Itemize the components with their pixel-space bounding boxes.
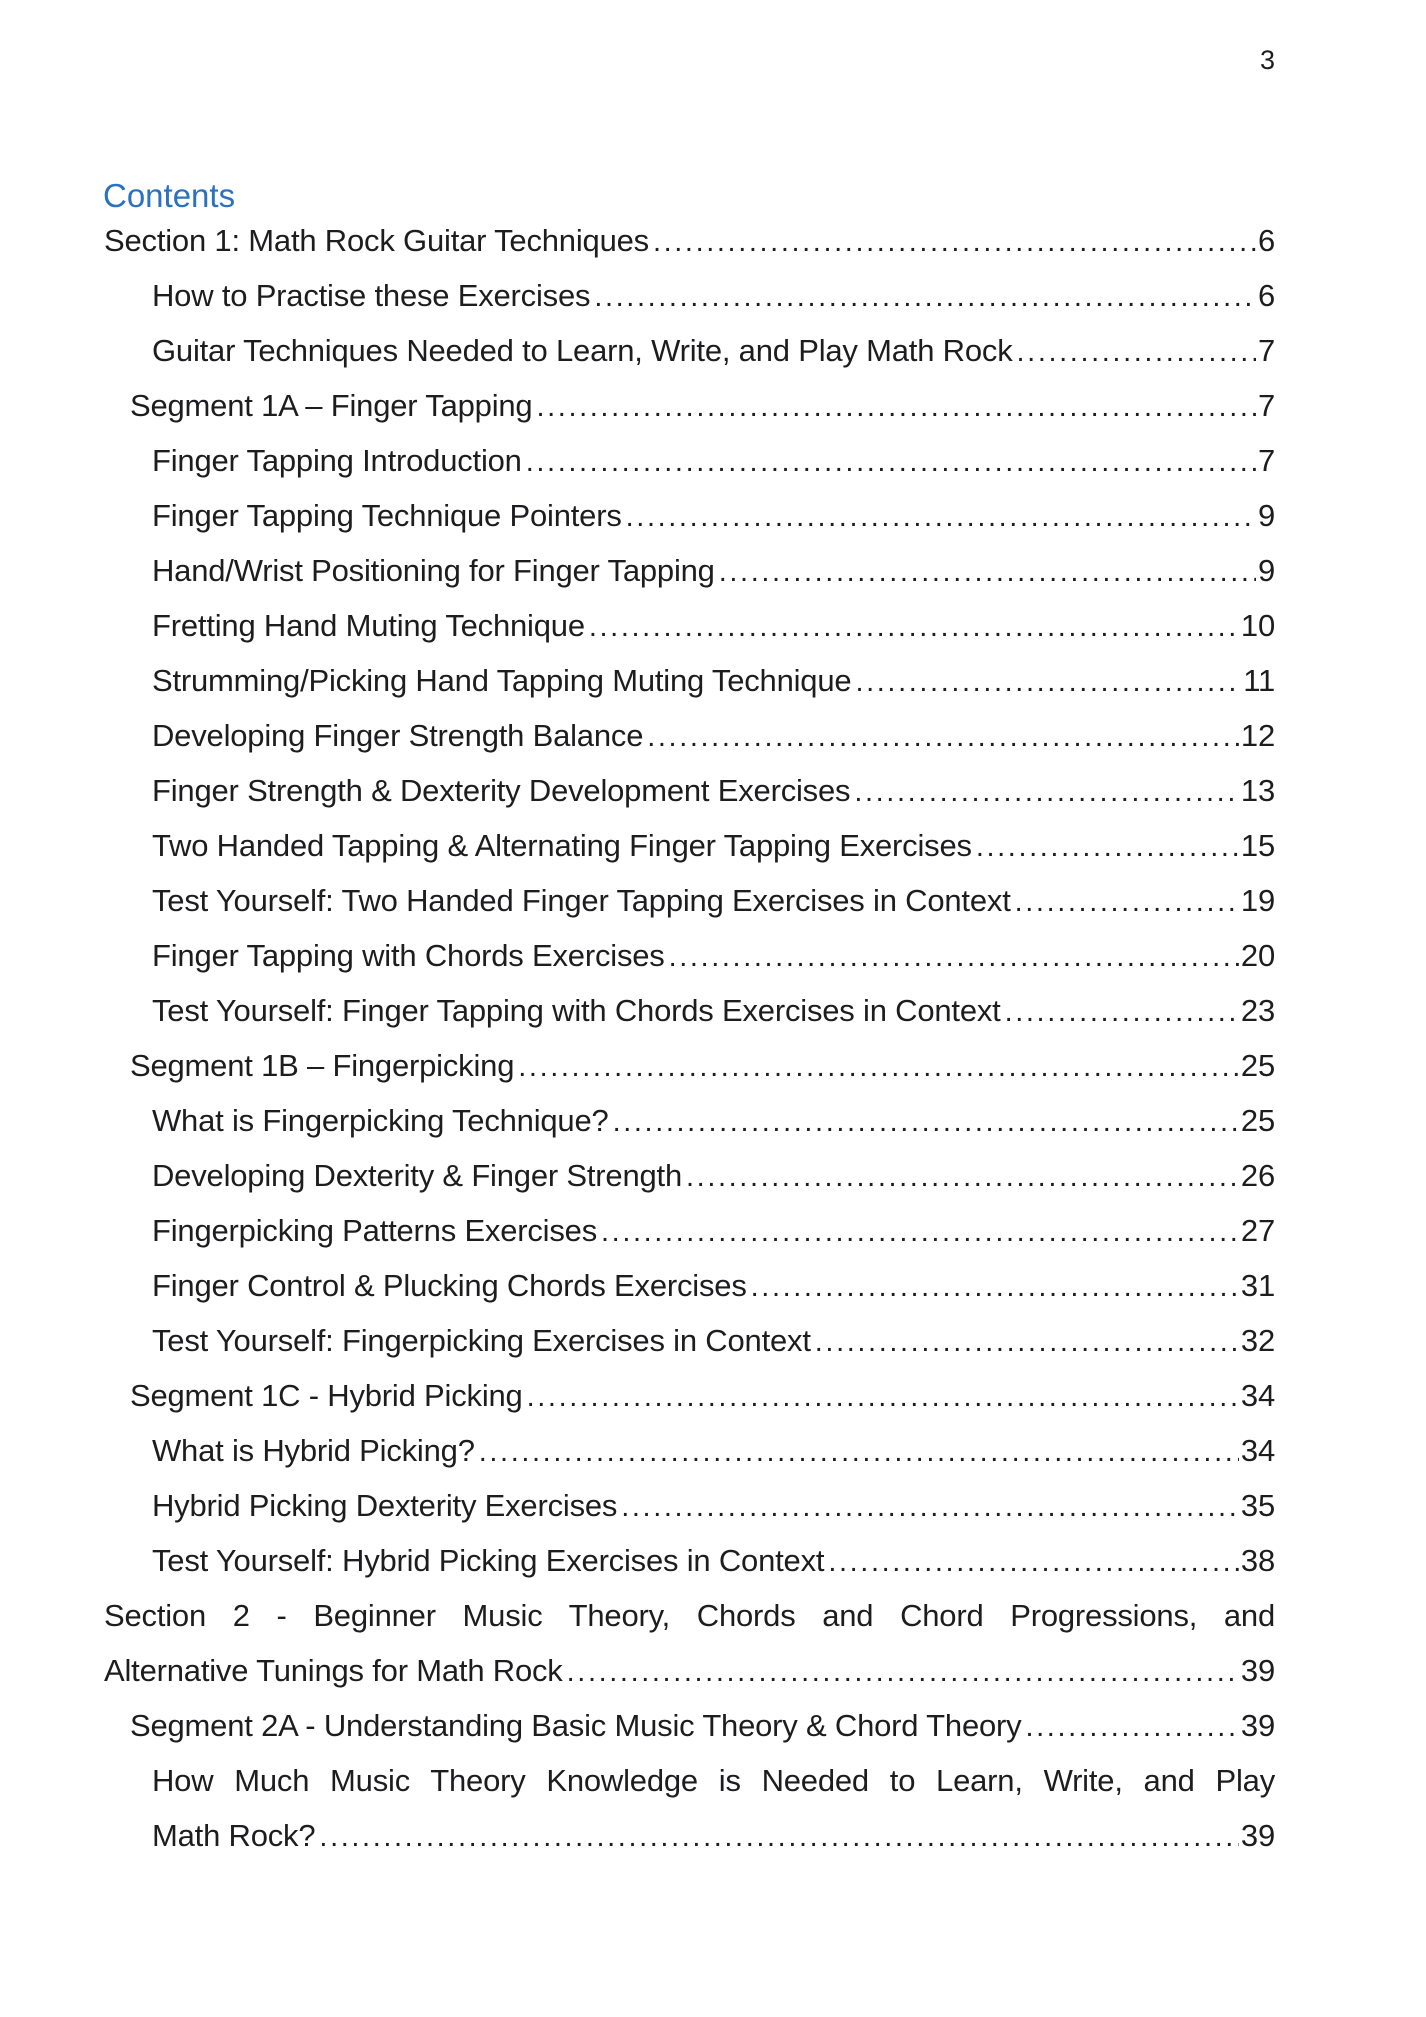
toc-entry-page-number: 11: [1243, 663, 1275, 698]
toc-entry-label: How to Practise these Exercises: [152, 278, 591, 313]
toc-dot-leader: [536, 378, 1255, 435]
toc-dot-leader: [1005, 983, 1239, 1040]
toc-entry-row: [104, 378, 1275, 433]
toc-dot-leader: [613, 1093, 1239, 1150]
toc-dot-leader: [527, 1368, 1239, 1425]
toc-entry-row: [104, 323, 1275, 378]
toc-entry-page-number: 7: [1257, 333, 1275, 368]
toc-entry-page-number: 6: [1257, 223, 1275, 258]
toc-entry-label: Finger Tapping Technique Pointers: [152, 498, 622, 533]
toc-dot-leader: [518, 1038, 1239, 1095]
toc-entry-page-number: 32: [1240, 1323, 1275, 1358]
toc-dot-leader: [621, 1478, 1239, 1535]
toc-entry-page-number: 27: [1240, 1213, 1275, 1248]
toc-entry-row: [104, 653, 1275, 708]
toc-entry[interactable]: [104, 268, 1275, 323]
toc-entry-row: [104, 1808, 1275, 1863]
toc-entry-row: [104, 488, 1275, 543]
toc-entry-label: Test Yourself: Finger Tapping with Chords Exercises in Context: [152, 993, 1001, 1028]
toc-entry-page-number: 20: [1240, 938, 1275, 973]
toc-entry-row: [104, 873, 1275, 928]
toc-entry-page-number: 9: [1257, 553, 1275, 588]
toc-entry[interactable]: [104, 1203, 1275, 1258]
toc-entry-row: [104, 213, 1275, 268]
toc-entry-row: [104, 1478, 1275, 1533]
toc-entry[interactable]: [104, 708, 1275, 763]
toc-dot-leader: [567, 1643, 1239, 1700]
toc-dot-leader: [719, 543, 1256, 600]
toc-dot-leader: [854, 763, 1239, 820]
toc-entry-label: Fretting Hand Muting Technique: [152, 608, 585, 643]
toc-dot-leader: [647, 708, 1239, 765]
toc-entry-label: Finger Control & Plucking Chords Exercises: [152, 1268, 747, 1303]
toc-entry-label: Finger Tapping with Chords Exercises: [152, 938, 665, 973]
toc-entry[interactable]: [104, 488, 1275, 543]
toc-dot-leader: [594, 268, 1256, 325]
toc-entry-label: What is Hybrid Picking?: [152, 1433, 475, 1468]
toc-entry-page-number: 34: [1240, 1433, 1275, 1468]
toc-entry-row: [104, 1313, 1275, 1368]
toc-entry-page-number: 9: [1257, 498, 1275, 533]
toc-dot-leader: [653, 213, 1256, 270]
toc-entry-row: [104, 433, 1275, 488]
toc-entry-row: [104, 1368, 1275, 1423]
toc-entry-page-number: 39: [1240, 1818, 1275, 1853]
contents-heading: Contents: [103, 177, 236, 214]
toc-entry-row: [104, 1038, 1275, 1093]
toc-entry-page-number: 39: [1240, 1653, 1275, 1688]
toc-entry[interactable]: [104, 928, 1275, 983]
toc-entry-page-number: 34: [1240, 1378, 1275, 1413]
toc-entry-label: Test Yourself: Two Handed Finger Tapping Exercises in Context: [152, 883, 1011, 918]
table-of-contents: [104, 213, 1275, 1863]
toc-dot-leader: [976, 818, 1239, 875]
toc-dot-leader: [626, 488, 1256, 545]
toc-entry-row: [104, 1148, 1275, 1203]
toc-entry[interactable]: [104, 1258, 1275, 1313]
toc-dot-leader: [1025, 1698, 1238, 1755]
toc-entry-row: [104, 1533, 1275, 1588]
toc-entry-page-number: 31: [1240, 1268, 1275, 1303]
toc-entry-row: [104, 268, 1275, 323]
toc-entry[interactable]: [104, 1313, 1275, 1368]
toc-entry-label: Segment 2A - Understanding Basic Music Theory & Chord Theory: [130, 1708, 1022, 1743]
toc-entry[interactable]: [104, 653, 1275, 708]
toc-dot-leader: [815, 1313, 1239, 1370]
toc-entry-label: Test Yourself: Hybrid Picking Exercises in Context: [152, 1543, 825, 1578]
toc-entry-page-number: 7: [1257, 443, 1275, 478]
toc-entry-page-number: 19: [1240, 883, 1275, 918]
toc-entry-label: Test Yourself: Fingerpicking Exercises in Context: [152, 1323, 811, 1358]
toc-dot-leader: [319, 1808, 1239, 1865]
toc-entry-row: [104, 598, 1275, 653]
toc-entry-label: Section 1: Math Rock Guitar Techniques: [104, 223, 649, 258]
toc-entry[interactable]: [104, 1478, 1275, 1533]
toc-entry-row: [104, 928, 1275, 983]
toc-entry-page-number: 39: [1240, 1708, 1275, 1743]
toc-entry-page-number: 15: [1240, 828, 1275, 863]
toc-entry-label: Finger Strength & Dexterity Development Exercises: [152, 773, 851, 808]
toc-entry-page-number: 12: [1240, 718, 1275, 753]
toc-entry-page-number: 25: [1240, 1103, 1275, 1138]
toc-entry-label: Segment 1B – Fingerpicking: [130, 1048, 515, 1083]
toc-entry-label: Hand/Wrist Positioning for Finger Tapping: [152, 553, 715, 588]
toc-entry-label: Hybrid Picking Dexterity Exercises: [152, 1488, 618, 1523]
toc-entry[interactable]: [104, 873, 1275, 928]
toc-entry[interactable]: [104, 1753, 1275, 1863]
toc-entry-row: [104, 818, 1275, 873]
toc-dot-leader: [526, 433, 1256, 490]
toc-entry-page-number: 10: [1240, 608, 1275, 643]
toc-entry-label: Finger Tapping Introduction: [152, 443, 522, 478]
toc-entry-label: Developing Finger Strength Balance: [152, 718, 644, 753]
toc-entry[interactable]: [104, 543, 1275, 598]
toc-entry-label: Segment 1C - Hybrid Picking: [130, 1378, 523, 1413]
toc-entry[interactable]: [104, 1093, 1275, 1148]
toc-dot-leader: [1015, 873, 1239, 930]
toc-entry-page-number: 7: [1257, 388, 1275, 423]
toc-entry[interactable]: [104, 818, 1275, 873]
toc-dot-leader: [669, 928, 1239, 985]
toc-entry[interactable]: [104, 378, 1275, 433]
toc-entry-row: [104, 1203, 1275, 1258]
toc-entry-label: Two Handed Tapping & Alternating Finger Tapping Exercises: [152, 828, 972, 863]
toc-entry[interactable]: [104, 1423, 1275, 1478]
page-number: 3: [1259, 45, 1275, 75]
toc-entry-label: Math Rock?: [152, 1818, 316, 1853]
toc-entry-page-number: 38: [1240, 1543, 1275, 1578]
toc-entry-label: Alternative Tunings for Math Rock: [104, 1653, 563, 1688]
toc-entry[interactable]: [104, 323, 1275, 378]
toc-dot-leader: [479, 1423, 1239, 1480]
toc-dot-leader: [686, 1148, 1239, 1205]
toc-entry-row: [104, 763, 1275, 818]
toc-entry-label: Developing Dexterity & Finger Strength: [152, 1158, 682, 1193]
toc-entry[interactable]: [104, 1368, 1275, 1423]
toc-entry-text-line1: Section 2 - Beginner Music Theory, Chords and Chord Progressions, and: [104, 1598, 1275, 1633]
toc-entry-row: [104, 1258, 1275, 1313]
toc-dot-leader: [601, 1203, 1239, 1260]
toc-entry-page-number: 23: [1240, 993, 1275, 1028]
toc-entry-label: Segment 1A – Finger Tapping: [130, 388, 533, 423]
toc-entry-page-number: 35: [1240, 1488, 1275, 1523]
toc-entry-page-number: 25: [1240, 1048, 1275, 1083]
toc-entry-page-number: 13: [1240, 773, 1275, 808]
toc-entry[interactable]: [104, 1698, 1275, 1753]
toc-entry[interactable]: [104, 433, 1275, 488]
toc-entry-page-number: 26: [1240, 1158, 1275, 1193]
toc-dot-leader: [1017, 323, 1256, 380]
toc-dot-leader: [589, 598, 1239, 655]
toc-entry-row: [104, 1643, 1275, 1698]
toc-entry-text-line1: How Much Music Theory Knowledge is Needed to Learn, Write, and Play: [152, 1763, 1275, 1798]
toc-dot-leader: [828, 1533, 1239, 1590]
toc-dot-leader: [855, 653, 1241, 710]
toc-entry-label: What is Fingerpicking Technique?: [152, 1103, 609, 1138]
toc-entry-label: Fingerpicking Patterns Exercises: [152, 1213, 598, 1248]
toc-entry[interactable]: [104, 1148, 1275, 1203]
toc-entry-row: [104, 1093, 1275, 1148]
toc-entry-row: [104, 543, 1275, 598]
toc-entry[interactable]: [104, 1038, 1275, 1093]
toc-entry-row: [104, 708, 1275, 763]
toc-entry[interactable]: [104, 763, 1275, 818]
toc-entry[interactable]: [104, 1588, 1275, 1698]
toc-entry[interactable]: [104, 598, 1275, 653]
toc-entry-label: Guitar Techniques Needed to Learn, Write, and Play Math Rock: [152, 333, 1013, 368]
toc-entry-row: [104, 1423, 1275, 1478]
toc-entry-row: [104, 983, 1275, 1038]
toc-entry-label: Strumming/Picking Hand Tapping Muting Technique: [152, 663, 852, 698]
toc-entry[interactable]: [104, 213, 1275, 268]
toc-dot-leader: [751, 1258, 1239, 1315]
toc-entry-row: [104, 1698, 1275, 1753]
toc-entry[interactable]: [104, 983, 1275, 1038]
toc-entry[interactable]: [104, 1533, 1275, 1588]
toc-entry-page-number: 6: [1257, 278, 1275, 313]
